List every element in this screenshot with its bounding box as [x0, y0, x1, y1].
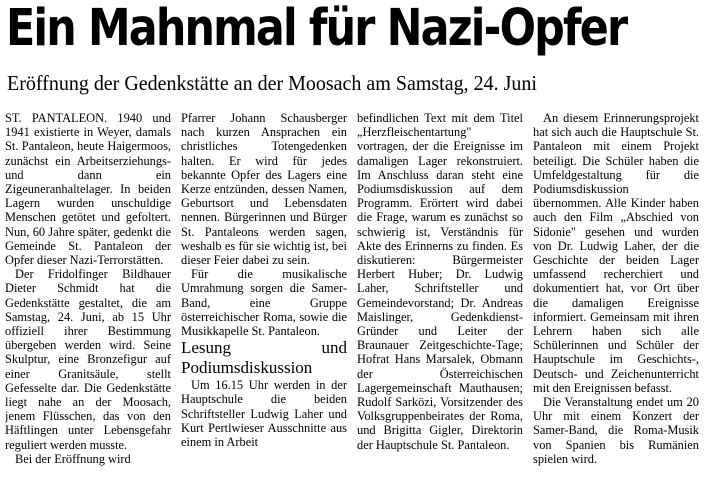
article-column-1: [5, 111, 171, 482]
section-heading: Lesung und Podiumsdiskussion: [181, 338, 347, 378]
paragraph: Pfarrer Johann Schausberger nach kurzen Ansprachen ein christliches Totengedenken halten. Er wird für jedes bekannte Opfer des Lagers eine Kerze entzünden, dessen Namen, Geburtsort und Lebensdaten nennen. Bürgerinnen und Bürger St. Pantaleons werden sagen, weshalb es für sie wichtig ist, bei dieser Feier dabei zu sein.: [181, 111, 347, 268]
article-column-3: [357, 111, 523, 482]
paragraph: befindlichen Text mit dem Titel „Herzfleischentartung" vortragen, der die Ereignisse im damaligen Lager rekonstruiert. Im Anschluss daran steht eine Podiumsdiskussion auf dem Programm. Erörtert wird dabei die Frage, warum es zunächst so schwierig ist, Verständnis für Akte des Erinnerns zu finden. Es diskutieren: Bürgermeister Herbert Huber; Dr. Ludwig Laher, Schriftsteller und Gemeindevorstand; Dr. Andreas Maislinger, Gedenkdienst-Gründer und Leiter der Braunauer Zeitgeschichte-Tage; Hofrat Hans Marsalek, Obmann der Österreichischen Lagergemeinschaft Mauthausen; Rudolf Sarközi, Vorsitzender des Volksgruppenbeirates der Roma, und Brigitta Gigler, Direktorin der Hauptschule St. Pantaleon.: [357, 111, 523, 452]
paragraph: Für die musikalische Umrahmung sorgen die Samer-Band, eine Gruppe österreichischer Roma, sowie die Musikkapelle St. Pantaleon.: [181, 267, 347, 339]
paragraph: Die Veranstaltung endet um 20 Uhr mit einem Konzert der Samer-Band, die Roma-Musik von Spanien bis Rumänien spielen wird.: [533, 395, 699, 466]
headline: Ein Mahnmal für Nazi-Opfer: [6, 0, 627, 58]
paragraph: An diesem Erinnerungsprojekt hat sich auch die Hauptschule St. Pantaleon mit einem Projekt beteiligt. Die Schüler haben die Umfeldgestaltung für die Podiumsdiskussion übernommen. Alle Kinder haben auch den Film „Abschied von Sidonie" gesehen und wurden von Dr. Ludwig Laher, der die Geschichte der beiden Lager umfassend recherchiert und dokumentiert hat, vor Ort über die damaligen Ereignisse informiert. Gemeinsam mit ihren Lehrern haben sich alle Schülerinnen und Schüler der Hauptschule im Geschichts-, Deutsch- und Zeichenunterricht mit den Ereignissen befasst.: [533, 111, 699, 395]
paragraph: Der Fridolfinger Bildhauer Dieter Schmidt hat die Gedenkstätte gestaltet, die am Samstag, 24. Juni, ab 15 Uhr offiziell ihrer Bestimmung übergeben werden wird. Seine Skulptur, eine Bronzefigur auf einer Granitsäule, stellt Gefesselte dar. Die Gedenkstätte liegt nahe an der Moosach, jenem Flüsschen, das von den Häftlingen unter Lebensgefahr reguliert werden musste.: [5, 267, 171, 452]
paragraph: Um 16.15 Uhr werden in der Hauptschule die beiden Schriftsteller Ludwig Laher und Kurt Pertlwieser Ausschnitte aus einem in Arbeit: [181, 378, 347, 450]
article-column-4: [533, 111, 699, 482]
paragraph: Bei der Eröffnung wird: [15, 451, 131, 466]
paragraph: ST. PANTALEON. 1940 und 1941 existierte in Weyer, damals St. Pantaleon, heute Haigermoos, zunächst ein Arbeitserziehungs- und dann ein Zigeuneranhaltelager. In beiden Lagern wurden unschuldige Menschen getötet und gefoltert. Nun, 60 Jahre später, gedenkt die Gemeinde St. Pantaleon der Opfer dieser Nazi-Terrorstätten.: [5, 111, 171, 268]
article-column-2: [181, 111, 347, 482]
subheadline: Eröffnung der Gedenkstätte an der Moosach am Samstag, 24. Juni: [7, 71, 537, 95]
